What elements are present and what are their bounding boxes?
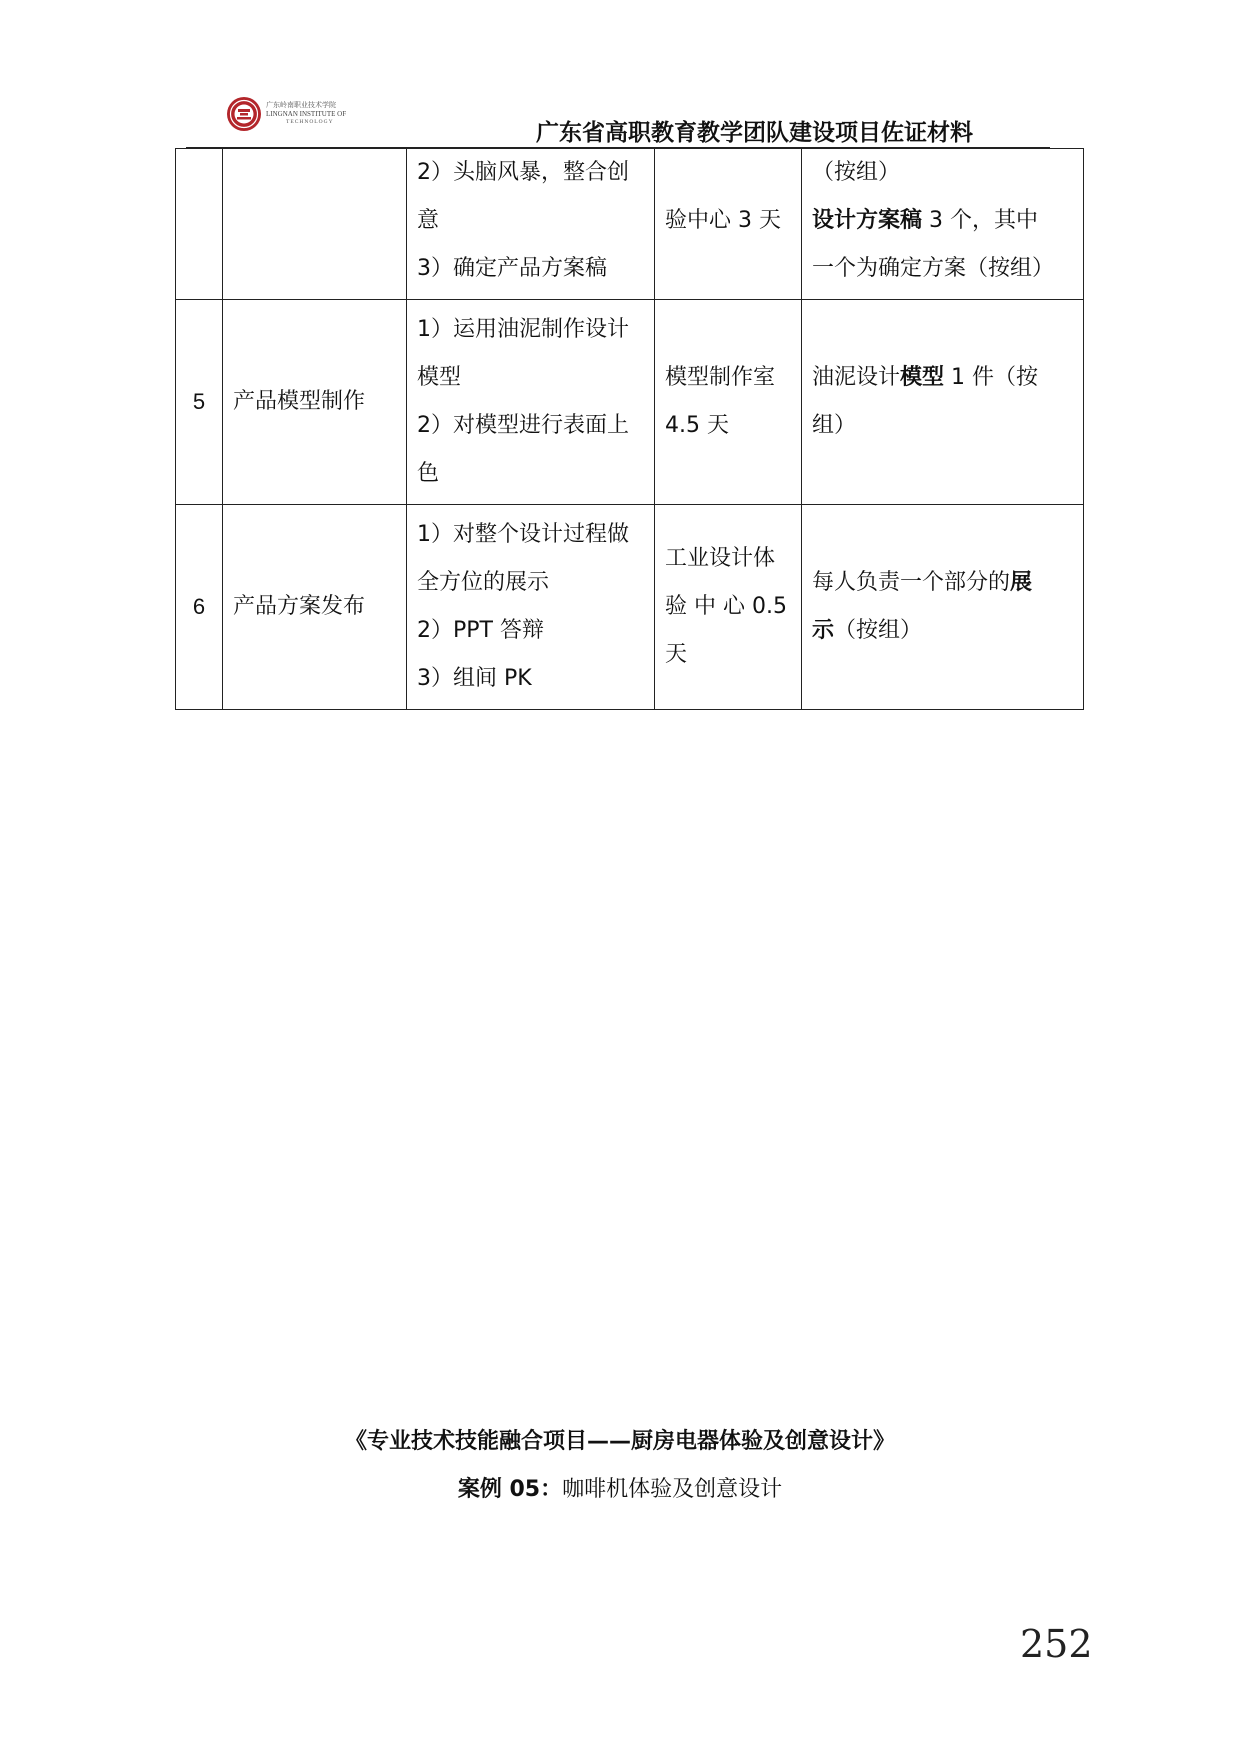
output-line — [812, 354, 1073, 402]
output-emphasis: 展 — [1010, 570, 1033, 595]
place-line: 天 — [665, 642, 688, 667]
place-duration-cell — [655, 300, 802, 505]
place-line: 4.5 天 — [665, 413, 729, 438]
output-emphasis: 示 — [812, 618, 835, 643]
table-row — [176, 149, 1084, 300]
place-line: 验中心 3 天 — [665, 208, 781, 233]
case-label: 案例 05： — [457, 1477, 563, 1502]
output-emphasis: 设计方案稿 — [812, 208, 923, 233]
output-cell — [802, 505, 1084, 710]
output-line — [812, 559, 1073, 607]
table-row — [176, 300, 1084, 505]
output-text: 组） — [812, 413, 857, 438]
output-line — [812, 245, 1073, 293]
content-line: 色 — [417, 461, 440, 486]
content-line: 2）对模型进行表面上 — [417, 413, 629, 438]
content-line: 意 — [417, 208, 440, 233]
logo-chinese-name: 广东岭南职业技术学院 — [266, 101, 336, 109]
place-line: 工业设计体 — [665, 546, 776, 571]
page-number: 252 — [1020, 1622, 1093, 1666]
output-text: 3 个，其中 — [922, 208, 1038, 233]
stage-cell: 产品方案发布 — [223, 505, 407, 710]
output-emphasis: 模型 — [900, 365, 945, 390]
content-cell — [407, 149, 655, 300]
content-line: 2）头脑风暴，整合创 — [417, 160, 629, 185]
stage-cell: 产品模型制作 — [223, 300, 407, 505]
output-line — [812, 197, 1073, 245]
content-line: 1）对整个设计过程做 — [417, 522, 629, 547]
place-duration-cell — [655, 149, 802, 300]
table-row — [176, 505, 1084, 710]
output-text: 一个为确定方案（按组） — [812, 256, 1055, 281]
content-cell — [407, 505, 655, 710]
institute-seal-icon — [226, 96, 262, 132]
project-plan-table — [175, 148, 1084, 710]
logo-english-name-line1: LINGNAN INSTITUTE OF — [266, 110, 347, 118]
content-line: 3）组间 PK — [417, 666, 532, 691]
place-duration-cell — [655, 505, 802, 710]
place-line: 模型制作室 — [665, 365, 776, 390]
output-line — [812, 149, 1073, 197]
header-title: 广东省高职教育教学团队建设项目佐证材料 — [536, 120, 973, 146]
output-text: 每人负责一个部分的 — [812, 570, 1011, 595]
content-line: 全方位的展示 — [417, 570, 550, 595]
content-line: 3）确定产品方案稿 — [417, 256, 607, 281]
output-text: 1 件（按 — [944, 365, 1039, 390]
row-number-cell: 6 — [176, 505, 223, 710]
institute-logo — [226, 96, 376, 136]
output-cell — [802, 300, 1084, 505]
content-line: 2）PPT 答辩 — [417, 618, 544, 643]
case-name: 咖啡机体验及创意设计 — [562, 1477, 783, 1502]
case-subtitle — [0, 1472, 1240, 1503]
content-line: 1）运用油泥制作设计 — [417, 317, 629, 342]
place-line: 验 中 心 0.5 — [665, 594, 787, 619]
output-line — [812, 402, 1073, 450]
row-number-cell — [176, 149, 223, 300]
content-cell — [407, 300, 655, 505]
output-cell — [802, 149, 1084, 300]
output-text: （按组） — [812, 160, 901, 185]
row-number-cell: 5 — [176, 300, 223, 505]
output-text: （按组） — [834, 618, 923, 643]
output-line — [812, 607, 1073, 655]
stage-cell — [223, 149, 407, 300]
logo-english-name-line2: TECHNOLOGY — [286, 119, 334, 125]
content-line: 模型 — [417, 365, 462, 390]
case-project-title: 《专业技术技能融合项目——厨房电器体验及创意设计》 — [344, 1429, 895, 1454]
output-text: 油泥设计 — [812, 365, 901, 390]
